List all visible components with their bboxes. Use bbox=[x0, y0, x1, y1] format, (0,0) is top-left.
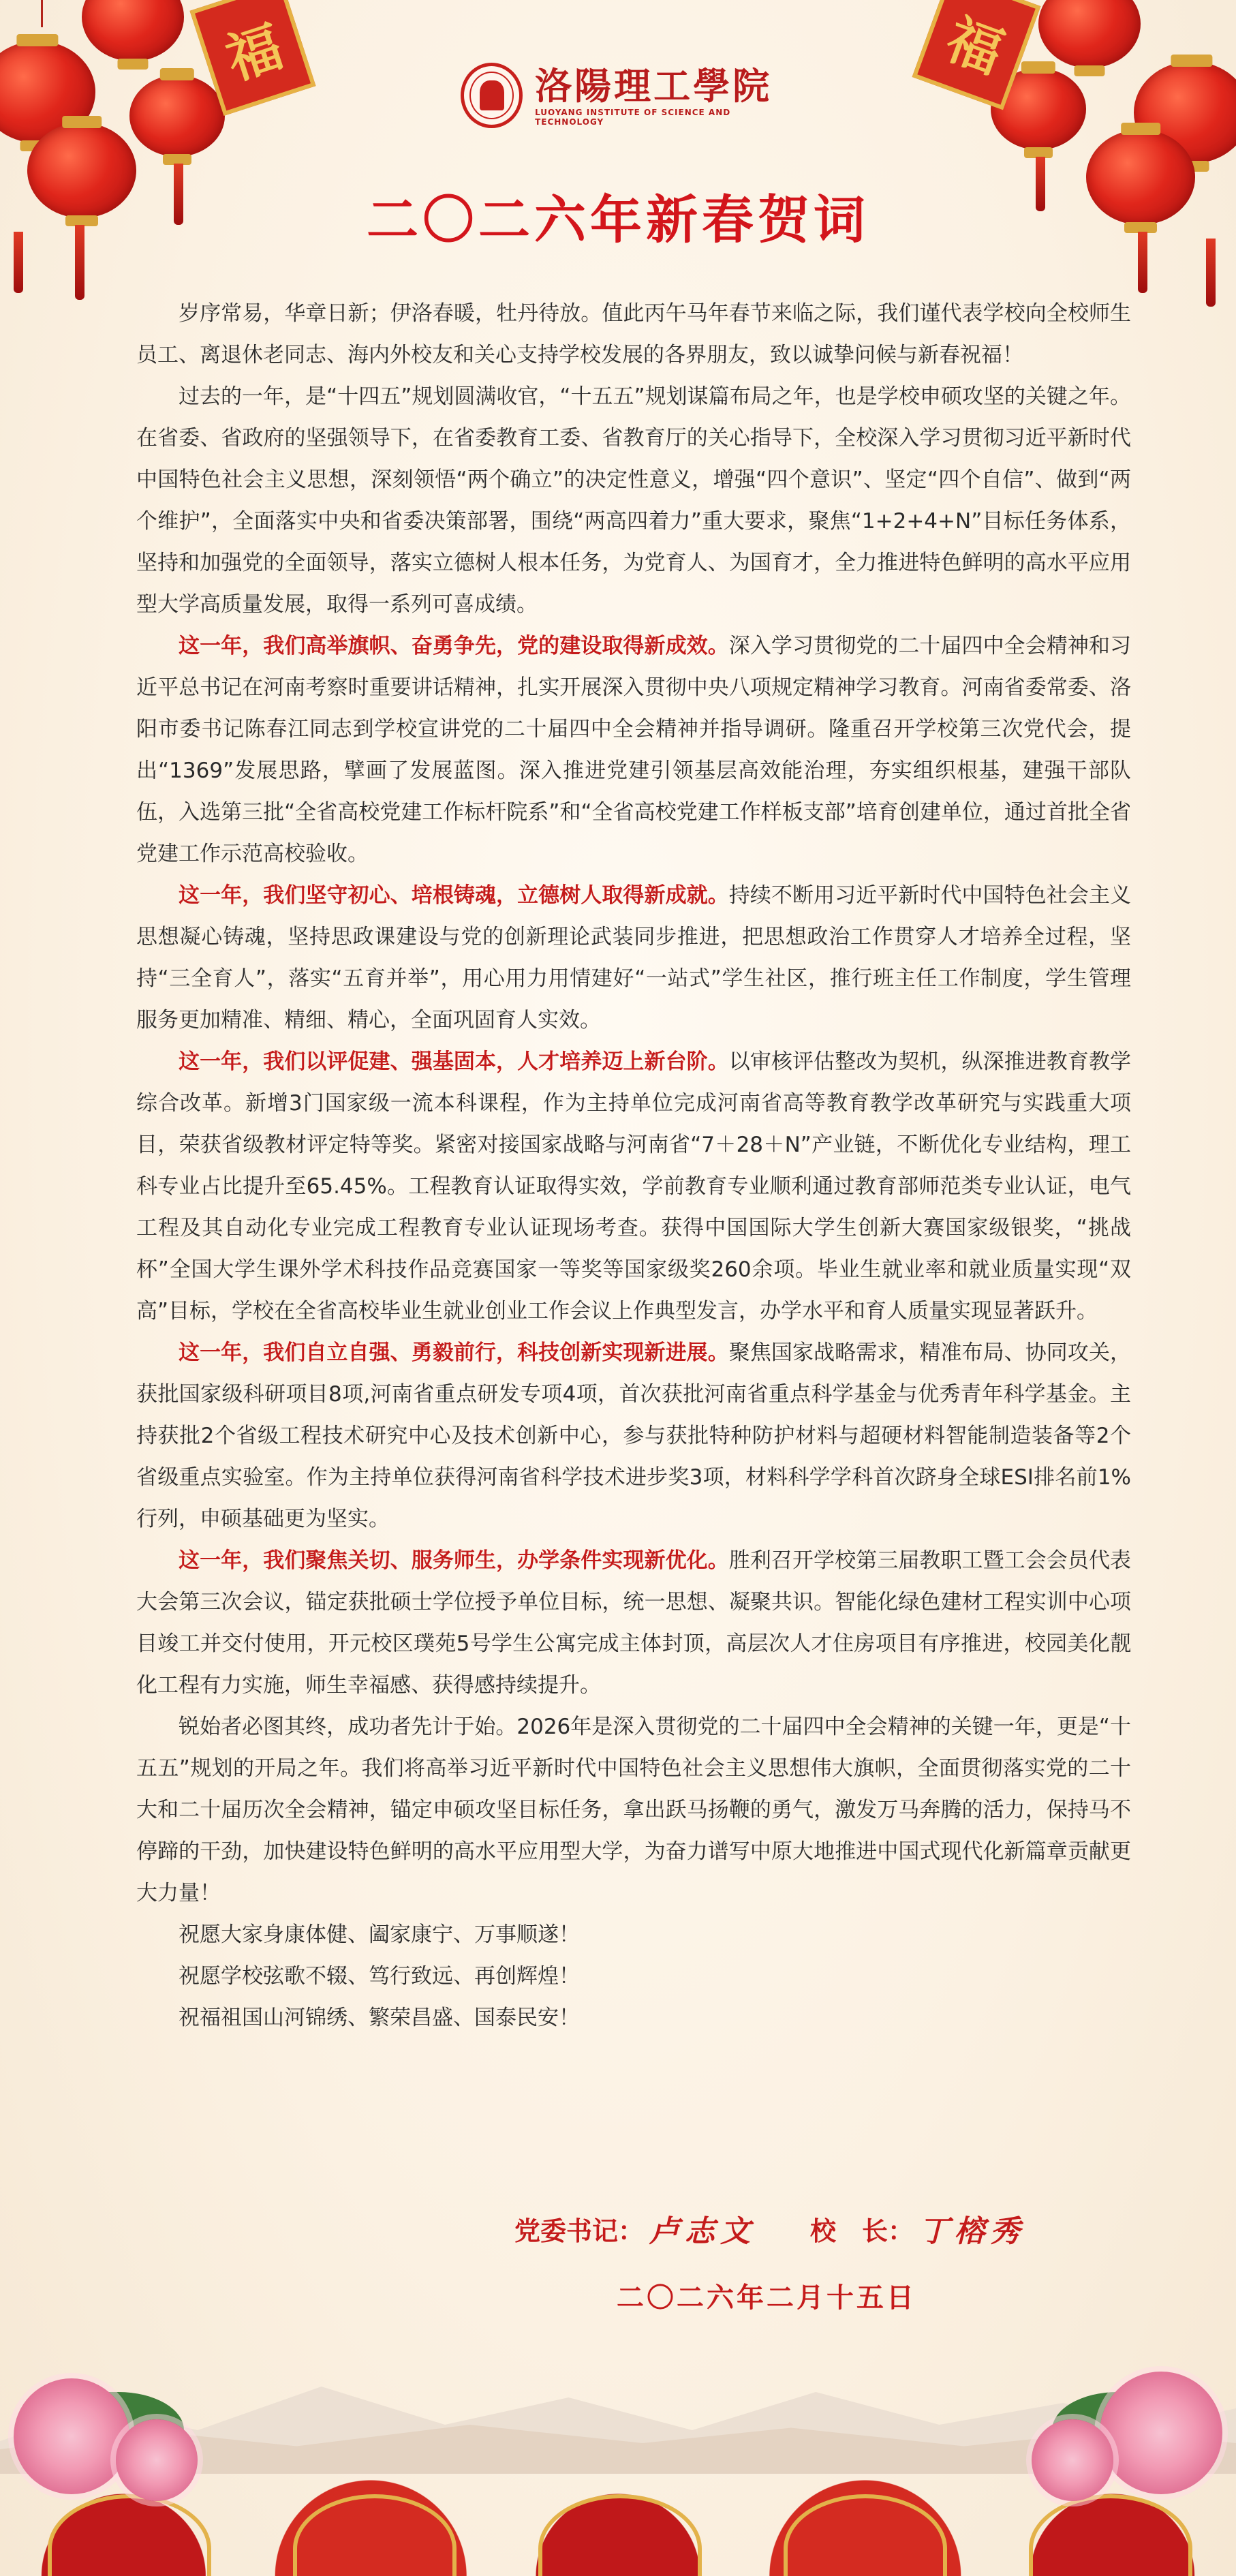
school-seal-icon bbox=[461, 63, 523, 128]
bottom-decoration bbox=[0, 2290, 1236, 2576]
paragraph-text: 聚焦国家战略需求，精准布局、协同攻关，获批国家级科研项目8项,河南省重点研发专项4项，首次获批河南省重点科学基金与优秀青年科学基金。主持获批2个省级工程技术研究中心及技术创新中心，参与获批特种防护材料与超硬材料智能制造装备等2个省级重点实验室。作为主持单位获得河南省科学技术进步奖3项，材料科学学科首次跻身全球ESI排名前1%行列，申硕基础更为坚实。 bbox=[136, 1340, 1132, 1531]
wish-line-3: 祝福祖国山河锦绣、繁荣昌盛、国泰民安！ bbox=[179, 2006, 580, 2030]
lantern-icon bbox=[129, 75, 225, 157]
paragraph-text: 胜利召开学校第三届教职工暨工会会员代表大会第三次会议，锚定获批硕士学位授予单位目标，统一思想、凝聚共识。智能化绿色建材工程实训中心项目竣工并交付使用，开元校区璞苑5号学生公寓完成主体封顶，高层次人才住房项目有序推进，校园美化靓化工程有力实施，师生幸福感、获得感持续提升。 bbox=[136, 1548, 1132, 1698]
school-name-cn: 洛陽理工學院 bbox=[535, 64, 773, 108]
president-signature: 丁榕秀 bbox=[919, 2214, 1026, 2249]
paragraph-4 bbox=[136, 875, 1131, 1041]
paragraph-text: 持续不断用习近平新时代中国特色社会主义思想凝心铸魂，坚持思政课建设与党的创新理论武装同步推进，把思想政治工作贯穿人才培养全过程，坚持“三全育人”，落实“五育并举”，用心用力用情建好“一站式”学生社区，推行班主任工作制度，学生管理服务更加精准、精细、精心，全面巩固育人实效。 bbox=[136, 883, 1132, 1032]
paragraph-7 bbox=[136, 1540, 1131, 1706]
sign-off bbox=[514, 2201, 1128, 2256]
paragraph-lead: 这一年，我们聚焦关切、服务师生，办学条件实现新优化。 bbox=[179, 1548, 729, 1573]
page-title: 二〇二六年新春贺词 bbox=[367, 189, 869, 250]
fu-char: 福 bbox=[218, 14, 290, 92]
paragraph-text: 以审核评估整改为契机，纵深推进教育教学综合改革。新增3门国家级一流本科课程，作为主持单位完成河南省高等教育教学改革研究与实践重大项目，荣获省级教材评定特等奖。紧密对接国家战略与河南省“7＋28＋N”产业链，不断优化专业结构，理工科专业占比提升至65.45%。工程教育认证取得实效，学前教育专业顺利通过教育部师范类专业认证，电气工程及其自动化专业完成工程教育专业认证现场考查。获得中国国际大学生创新大赛国家级银奖，“挑战杯”全国大学生课外学术科技作品竞赛国家一等奖等国家级奖260余项。毕业生就业率和就业质量实现“双高”目标，学校在全省高校毕业生就业创业工作会议上作典型发言，办学水平和育人质量实现显著跃升。 bbox=[136, 1049, 1132, 1323]
lantern-string bbox=[41, 0, 43, 27]
paragraph-2 bbox=[136, 376, 1131, 626]
peony-flower-icon bbox=[1100, 2372, 1222, 2494]
top-left-lantern-decoration bbox=[0, 0, 300, 327]
paragraph-1 bbox=[136, 293, 1131, 376]
secretary-title: 党委书记： bbox=[514, 2215, 645, 2246]
letter-date: 二〇二六年二月十五日 bbox=[617, 2282, 916, 2314]
paragraph-text: 锐始者必图其终，成功者先计于始。2026年是深入贯彻党的二十届四中全会精神的关键一年，更是“十五五”规划的开局之年。我们将高举习近平新时代中国特色社会主义思想伟大旗帜，全面贯彻落实党的二十大和二十届历次全会精神，锚定申硕攻坚目标任务，拿出跃马扬鞭的勇气，激发万马奔腾的活力，保持马不停蹄的干劲，加快建设特色鲜明的高水平应用型大学，为奋力谱写中原大地推进中国式现代化新篇章贡献更大力量！ bbox=[136, 1715, 1131, 1905]
lantern-icon bbox=[1038, 0, 1141, 68]
peony-flower-icon bbox=[116, 2419, 198, 2501]
signature-line bbox=[514, 0, 515, 1]
seal-ring bbox=[469, 72, 514, 119]
president-title: 校 长： bbox=[810, 2215, 914, 2246]
paragraph-6 bbox=[136, 1332, 1131, 1540]
paragraph-lead: 这一年，我们高举旗帜、奋勇争先，党的建设取得新成效。 bbox=[179, 634, 729, 658]
fu-char: 福 bbox=[938, 6, 1012, 85]
peony-flower-icon bbox=[1032, 2419, 1113, 2501]
paragraph-5 bbox=[136, 1041, 1131, 1332]
secretary-signature: 卢志文 bbox=[649, 2214, 756, 2249]
top-right-lantern-decoration bbox=[936, 0, 1236, 327]
wish-line-1: 祝愿大家身康体健、阖家康宁、万事顺遂！ bbox=[179, 1922, 580, 1947]
paragraph-text: 深入学习贯彻党的二十届四中全会精神和习近平总书记在河南考察时重要讲话精神，扎实开展深入贯彻中央八项规定精神学习教育。河南省委常委、洛阳市委书记陈春江同志到学校宣讲党的二十届四中全会精神并指导调研。隆重召开学校第三次党代会，提出“1369”发展思路，擘画了发展蓝图。深入推进党建引领基层高效能治理，夯实组织根基，建强干部队伍，入选第三批“全省高校党建工作标杆院系”和“全省高校党建工作样板支部”培育创建单位，通过首批全省党建工作示范高校验收。 bbox=[136, 634, 1132, 866]
logo-text bbox=[535, 64, 788, 127]
paragraph-lead: 这一年，我们坚守初心、培根铸魂，立德树人取得新成就。 bbox=[179, 883, 729, 908]
school-logo bbox=[461, 58, 788, 133]
lantern-icon bbox=[82, 0, 184, 61]
paragraph-text: 岁序常易，华章日新；伊洛春暖，牡丹待放。值此丙午马年春节来临之际，我们谨代表学校向全校师生员工、离退休老同志、海内外校友和关心支持学校发展的各界朋友，致以诚挚问候与新春祝福！ bbox=[136, 301, 1131, 367]
letter-body bbox=[136, 293, 1131, 2039]
school-name-en: LUOYANG INSTITUTE OF SCIENCE AND TECHNOLOGY bbox=[535, 108, 731, 127]
paragraph-text: 过去的一年，是“十四五”规划圆满收官，“十五五”规划谋篇布局之年，也是学校申硕攻坚的关键之年。在省委、省政府的坚强领导下，在省委教育工委、省教育厅的关心指导下，全校深入学习贯彻习近平新时代中国特色社会主义思想，深刻领悟“两个确立”的决定性意义，增强“四个意识”、坚定“四个自信”、做到“两个维护”，全面落实中央和省委决策部署，围绕“两高四着力”重大要求，聚焦“1+2+4+N”目标任务体系，坚持和加强党的全面领导，落实立德树人根本任务，为党育人、为国育才，全力推进特色鲜明的高水平应用型大学高质量发展，取得一系列可喜成绩。 bbox=[136, 384, 1131, 617]
paragraph-lead: 这一年，我们自立自强、勇毅前行，科技创新实现新进展。 bbox=[179, 1340, 729, 1365]
paragraph-3 bbox=[136, 626, 1131, 875]
paragraph-lead: 这一年，我们以评促建、强基固本，人才培养迈上新台阶。 bbox=[179, 1049, 729, 1074]
wish-line-2: 祝愿学校弦歌不辍、笃行致远、再创辉煌！ bbox=[179, 1964, 580, 1989]
peony-flower-icon bbox=[14, 2378, 129, 2494]
paragraph-8 bbox=[136, 1706, 1131, 1914]
